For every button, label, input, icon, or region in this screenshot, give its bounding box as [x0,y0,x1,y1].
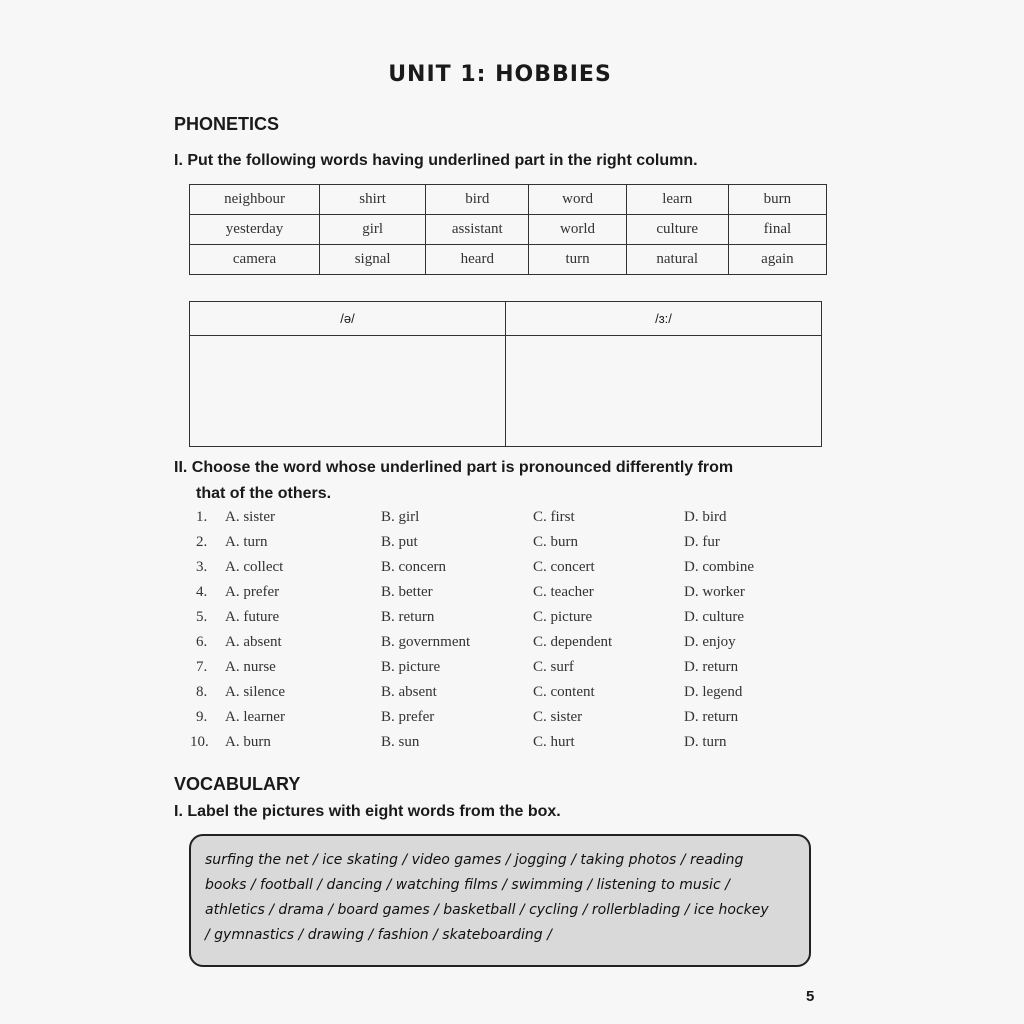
option-c[interactable]: C. burn [533,534,578,550]
option-a[interactable]: A. prefer [225,584,280,600]
option-c[interactable]: C. dependent [533,634,613,650]
option-a[interactable]: A. absent [225,634,282,650]
word-cell: turn [529,245,626,275]
word-row [190,185,827,215]
word-cell: world [529,215,626,245]
option-c[interactable]: C. concert [533,559,595,575]
word-cell: culture [626,215,728,245]
exercise2-instruction-line2: that of the others. [196,485,332,502]
option-a[interactable]: A. learner [225,709,285,725]
word-box-line: books / football / dancing / watching films / swimming / listening to music / [205,877,730,893]
word-cell: natural [626,245,728,275]
question-number: 7. [196,659,208,675]
option-b[interactable]: B. girl [381,509,420,525]
question-number: 5. [196,609,208,625]
word-cell: yesterday [190,215,320,245]
word-box-line: surfing the net / ice skating / video games / jogging / taking photos / reading [205,852,744,868]
question-row [196,659,816,684]
word-cell: assistant [426,215,529,245]
schwa-answer-area[interactable] [190,336,506,447]
option-c[interactable]: C. picture [533,609,593,625]
word-box-line: / gymnastics / drawing / fashion / skateboarding / [205,927,552,943]
question-row [196,584,816,609]
option-c[interactable]: C. surf [533,659,574,675]
question-number: 3. [196,559,208,575]
word-cell: shirt [320,185,426,215]
word-cell: learn [626,185,728,215]
page-number: 5 [806,988,815,1005]
phonetics-heading: PHONETICS [174,114,280,134]
option-b[interactable]: B. sun [381,734,420,750]
option-d[interactable]: D. combine [684,559,754,575]
option-a[interactable]: A. turn [225,534,268,550]
question-number: 2. [196,534,208,550]
option-b[interactable]: B. return [381,609,435,625]
option-c[interactable]: C. sister [533,709,583,725]
option-a[interactable]: A. sister [225,509,275,525]
question-row [196,684,816,709]
sound-sort-table [189,301,822,447]
option-c[interactable]: C. hurt [533,734,575,750]
option-b[interactable]: B. absent [381,684,437,700]
vocabulary-instruction: I. Label the pictures with eight words from the box. [174,803,561,820]
word-cell: neighbour [190,185,320,215]
question-row [196,634,816,659]
question-number: 6. [196,634,208,650]
er-answer-area[interactable] [506,336,822,447]
option-a[interactable]: A. future [225,609,280,625]
option-b[interactable]: B. picture [381,659,441,675]
word-row [190,215,827,245]
word-cell: heard [426,245,529,275]
word-cell: again [728,245,826,275]
option-d[interactable]: D. worker [684,584,745,600]
option-b[interactable]: B. prefer [381,709,435,725]
option-d[interactable]: D. legend [684,684,743,700]
word-cell: camera [190,245,320,275]
unit-title: UNIT 1: HOBBIES [388,62,612,87]
question-row [190,734,816,759]
option-a[interactable]: A. silence [225,684,285,700]
question-list [190,509,816,759]
question-row [196,509,816,534]
question-row [196,709,816,734]
word-box [189,834,811,967]
option-d[interactable]: D. culture [684,609,744,625]
question-row [196,609,816,634]
option-d[interactable]: D. turn [684,734,727,750]
question-row [196,534,816,559]
option-b[interactable]: B. government [381,634,471,650]
option-d[interactable]: D. return [684,709,739,725]
word-cell: signal [320,245,426,275]
vocabulary-heading: VOCABULARY [174,774,301,794]
word-cell: girl [320,215,426,245]
option-d[interactable]: D. enjoy [684,634,736,650]
option-d[interactable]: D. return [684,659,739,675]
option-b[interactable]: B. put [381,534,418,550]
question-number: 1. [196,509,208,525]
option-b[interactable]: B. better [381,584,433,600]
word-table [189,184,827,275]
option-c[interactable]: C. content [533,684,595,700]
option-c[interactable]: C. teacher [533,584,594,600]
option-d[interactable]: D. bird [684,509,727,525]
option-a[interactable]: A. nurse [225,659,276,675]
question-number: 10. [190,734,209,750]
word-cell: final [728,215,826,245]
option-a[interactable]: A. collect [225,559,284,575]
question-number: 8. [196,684,208,700]
question-number: 4. [196,584,208,600]
er-column-header: /ɜ:/ [506,302,822,336]
question-row [196,559,816,584]
word-cell: bird [426,185,529,215]
option-d[interactable]: D. fur [684,534,720,550]
schwa-column-header: /ə/ [190,302,506,336]
exercise1-instruction: I. Put the following words having underlined part in the right column. [174,152,698,169]
word-cell: burn [728,185,826,215]
word-cell: word [529,185,626,215]
exercise2-instruction [174,455,824,507]
option-c[interactable]: C. first [533,509,575,525]
question-number: 9. [196,709,208,725]
option-b[interactable]: B. concern [381,559,446,575]
option-a[interactable]: A. burn [225,734,271,750]
exercise2-instruction-line1: II. Choose the word whose underlined part is pronounced differently from [174,459,734,476]
word-box-line: athletics / drama / board games / basketball / cycling / rollerblading / ice hockey [205,902,769,918]
word-row [190,245,827,275]
